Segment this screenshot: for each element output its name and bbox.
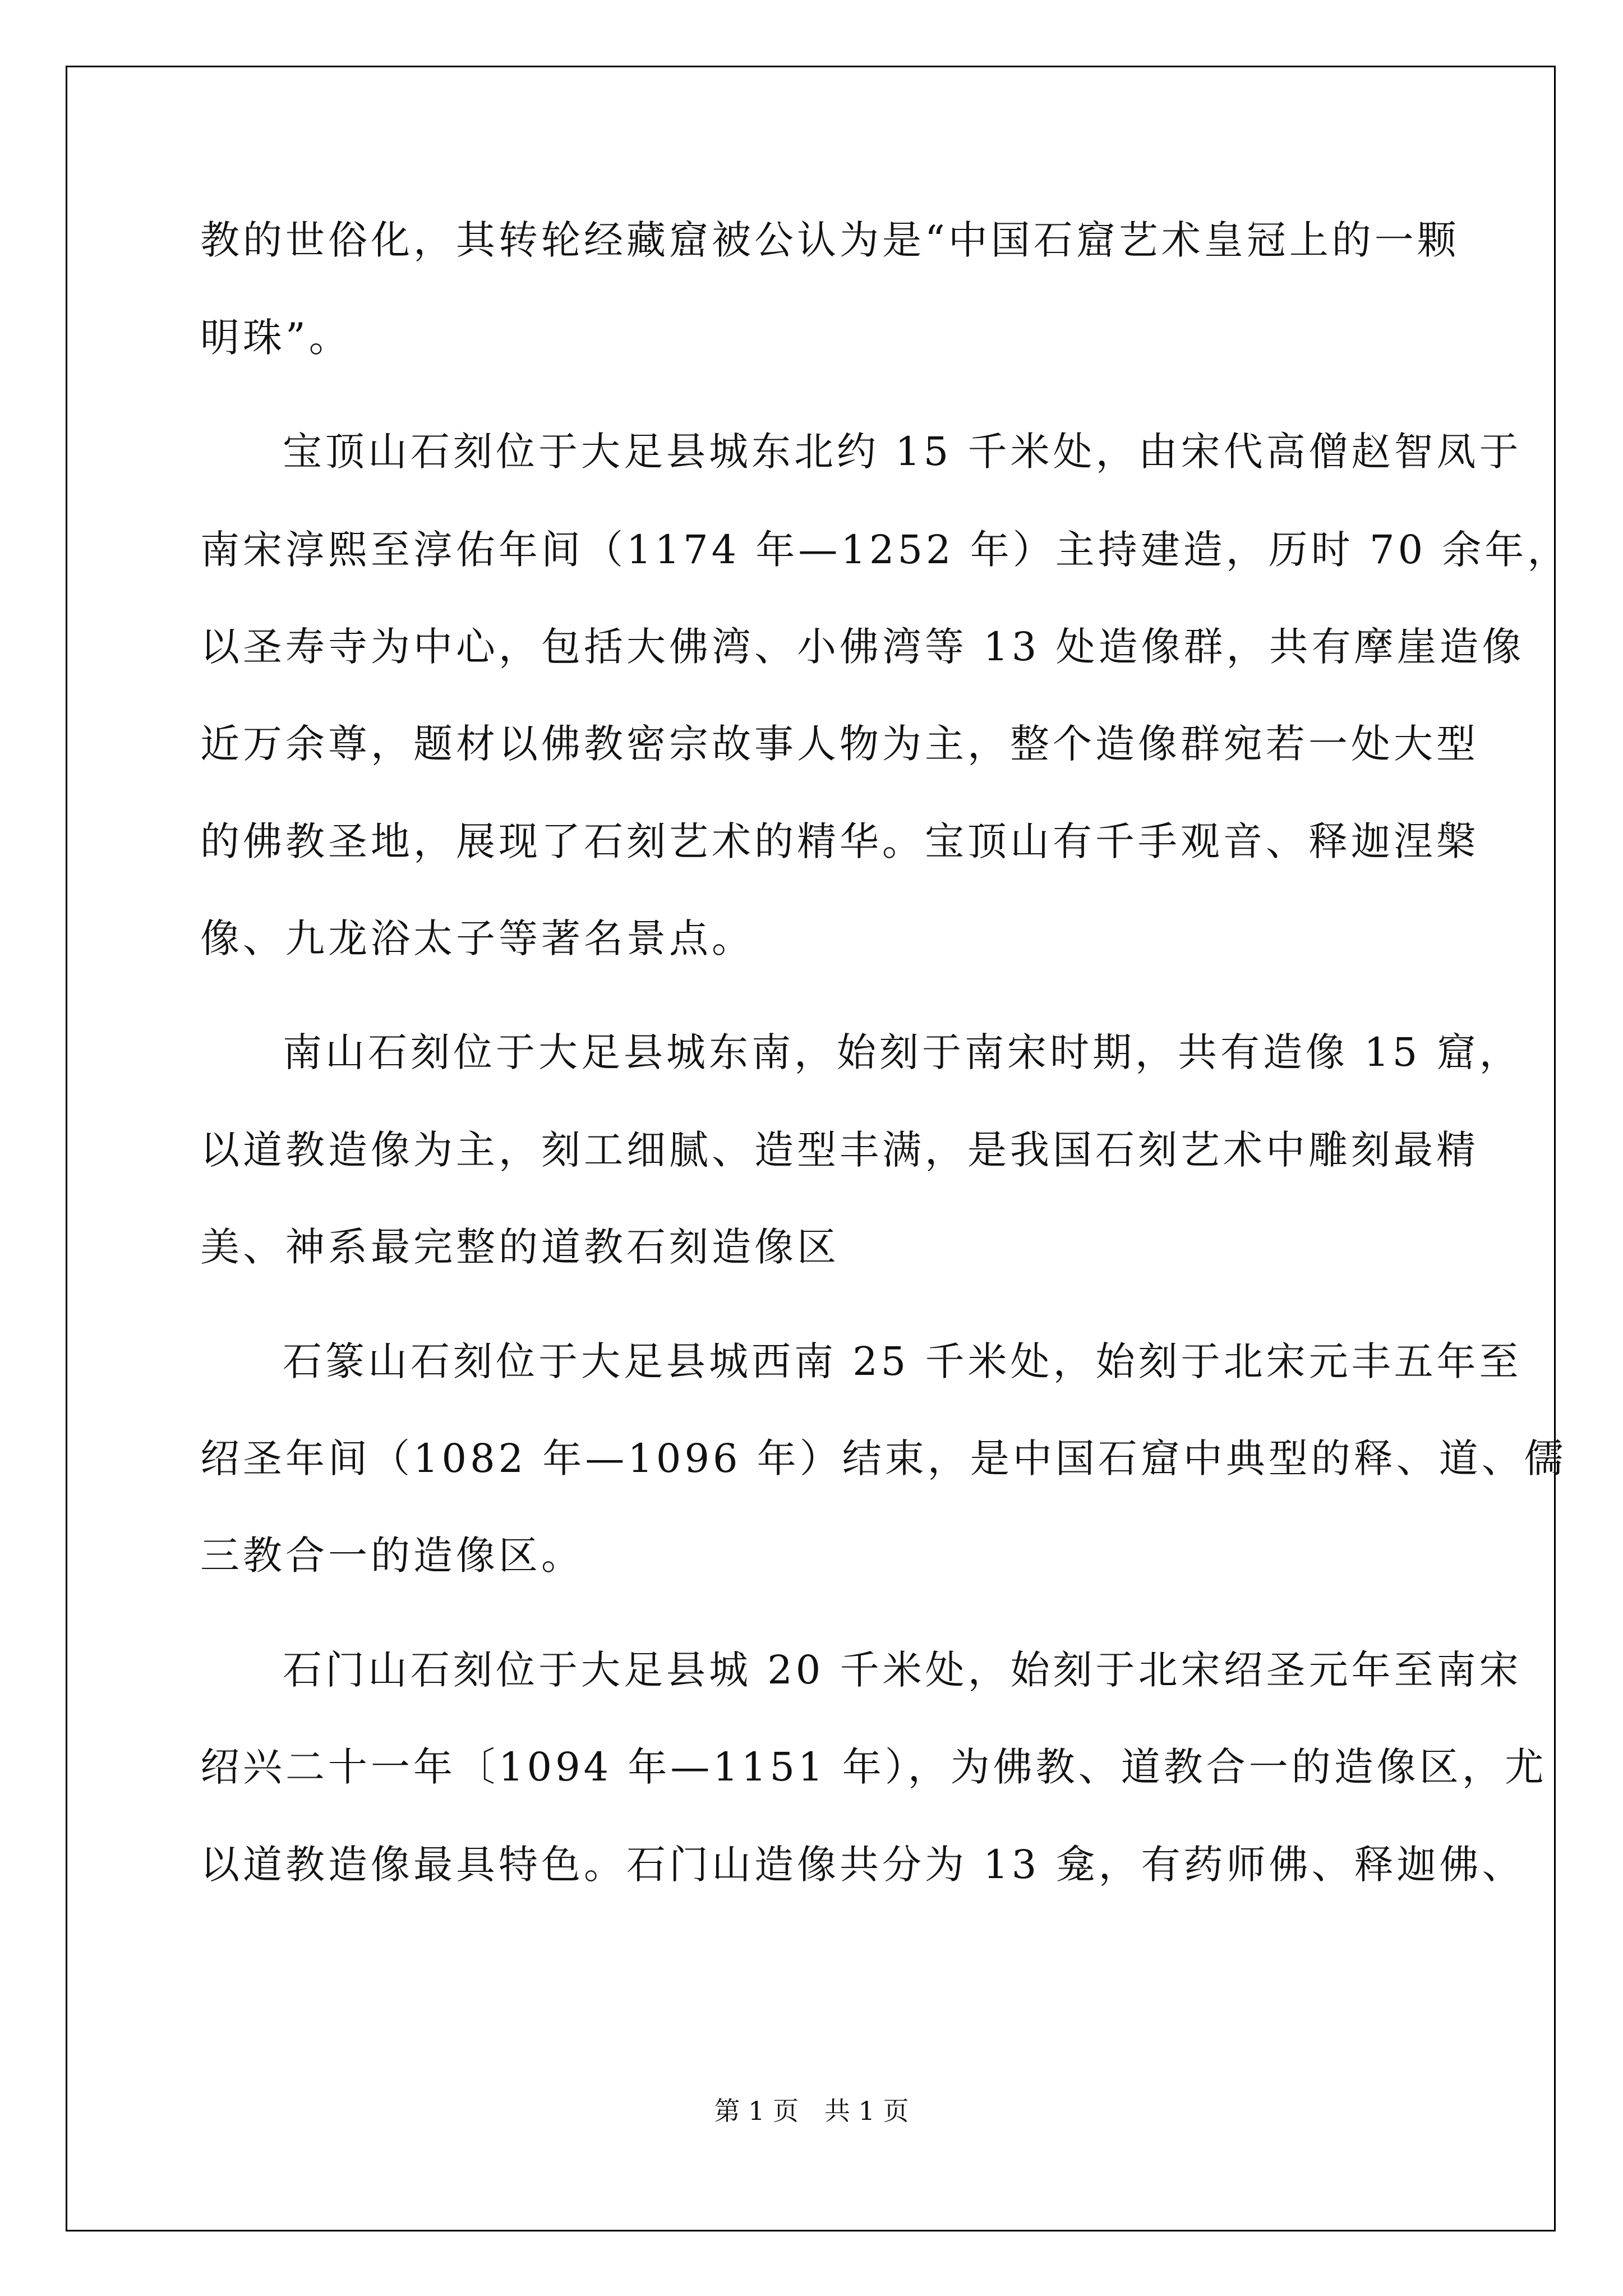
paragraph-start-line: 石篆山石刻位于大足县城西南 25 千米处，始刻于北宋元丰五年至: [283, 1338, 1522, 1384]
page-footer: 第 1 页 共 1 页: [714, 2096, 909, 2126]
paragraph-start-line: 南山石刻位于大足县城东南，始刻于南宋时期，共有造像 15 窟，: [283, 1029, 1522, 1075]
text-line: 美、神系最完整的道教石刻造像区: [200, 1224, 840, 1270]
text-line: 三教合一的造像区。: [200, 1533, 584, 1579]
text-line: 以道教造像最具特色。石门山造像共分为 13 龛，有药师佛、释迦佛、: [200, 1842, 1525, 1888]
text-line: 像、九龙浴太子等著名景点。: [200, 915, 754, 961]
text-line: 南宋淳熙至淳佑年间（1174 年—1252 年）主持建造，历时 70 余年，: [200, 527, 1570, 573]
text-line: 教的世俗化，其转轮经藏窟被公认为是“中国石窟艺术皇冠上的一颗: [200, 217, 1460, 263]
text-line: 绍兴二十一年〔1094 年—1151 年），为佛教、道教合一的造像区，尤: [200, 1744, 1547, 1790]
text-line: 以圣寿寺为中心，包括大佛湾、小佛湾等 13 处造像群，共有摩崖造像: [200, 624, 1525, 670]
text-line: 明珠”。: [200, 315, 352, 361]
text-line: 近万余尊，题材以佛教密宗故事人物为主，整个造像群宛若一处大型: [200, 721, 1479, 767]
text-line: 绍圣年间（1082 年—1096 年）结束，是中国石窟中典型的释、道、儒: [200, 1435, 1567, 1481]
text-line: 的佛教圣地，展现了石刻艺术的精华。宝顶山有千手观音、释迦涅槃: [200, 818, 1479, 864]
paragraph-start-line: 宝顶山石刻位于大足县城东北约 15 千米处，由宋代高僧赵智凤于: [283, 429, 1522, 475]
paragraph-start-line: 石门山石刻位于大足县城 20 千米处，始刻于北宋绍圣元年至南宋: [283, 1647, 1522, 1693]
text-line: 以道教造像为主，刻工细腻、造型丰满，是我国石刻艺术中雕刻最精: [200, 1127, 1479, 1173]
